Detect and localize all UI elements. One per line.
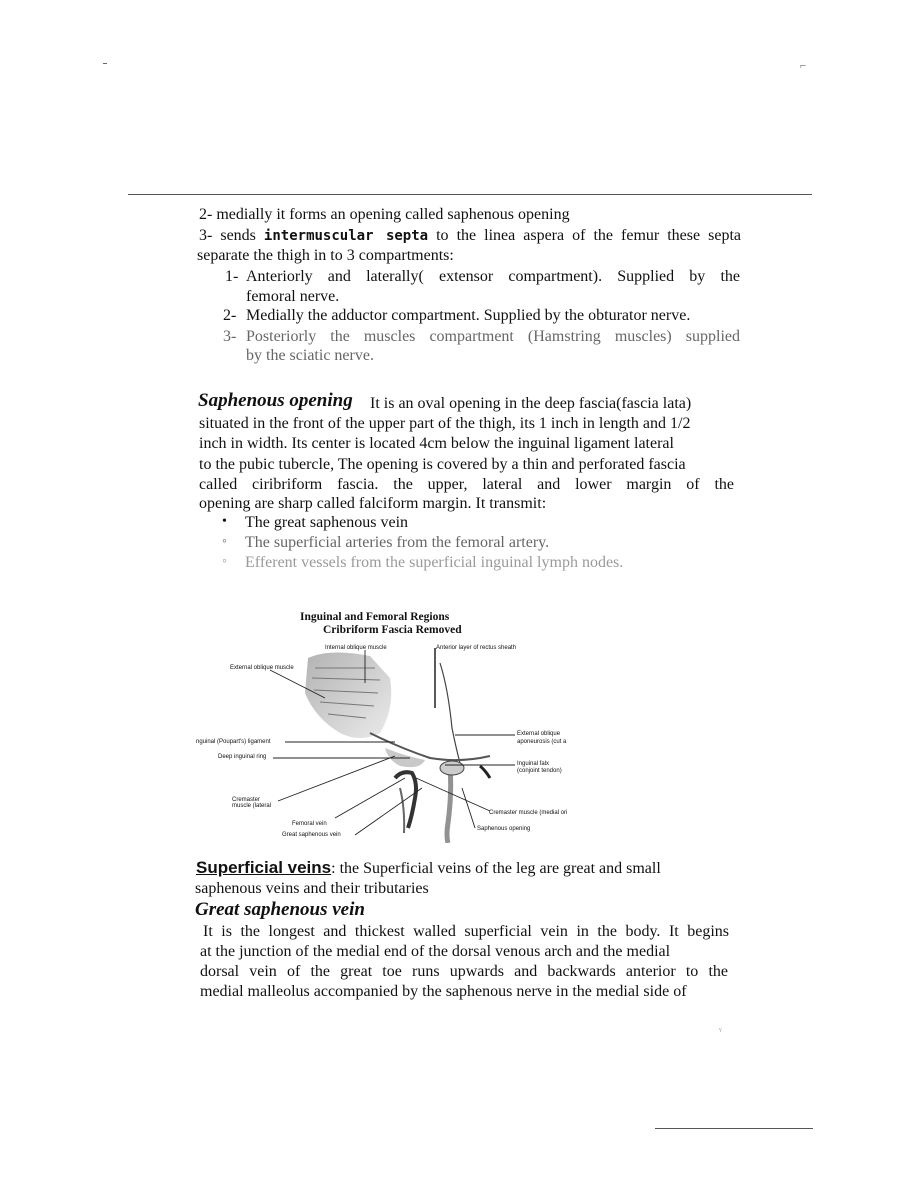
bottom-rule (655, 1128, 813, 1129)
saphenous-opening-line-4: to the pubic tubercle, The opening is covered by a thin and perforated fascia (199, 456, 686, 473)
label-inguinal-falx: Inguinal falx (517, 761, 550, 767)
compartment-1-num: 1- (225, 268, 239, 285)
intro-line-1: 2- medially it forms an opening called saphenous opening (199, 206, 570, 223)
label-femoral-vein: Femoral vein (292, 821, 327, 827)
compartment-2-num: 2- (223, 307, 237, 324)
bullet-dot-2: ◦ (222, 534, 227, 549)
label-internal-oblique: Internal oblique muscle (325, 645, 387, 651)
top-rule (128, 194, 812, 195)
oblique-muscle-shape (305, 652, 391, 738)
label-great-saphenous-vein: Great saphenous vein (282, 832, 341, 838)
bullet-dot-1: • (222, 514, 227, 529)
compartment-3-cont: by the sciatic nerve. (246, 347, 374, 364)
great-saphenous-line-2: at the junction of the medial end of the dorsal venous arch and the medial (200, 943, 671, 960)
label-external-oblique-apo: External oblique (517, 731, 561, 737)
saphenous-opening-line-1-text: It is an oval opening in the deep fascia(fascia lata) (370, 395, 692, 412)
bullet-dot-3: ◦ (222, 554, 227, 569)
label-external-oblique-apo-2: aponeurosis (cut a (517, 739, 567, 745)
scan-mark (103, 63, 107, 64)
great-saphenous-line-3: dorsal vein of the great toe runs upwards and backwards anterior to the (200, 963, 728, 980)
label-cremaster-lateral: Cremaster (232, 797, 261, 803)
superficial-veins-heading: Superficial veins (196, 858, 332, 877)
compartment-2-text: Medially the adductor compartment. Supplied by the obturator nerve. (246, 307, 691, 324)
bottom-mark: ᵧ (719, 1022, 722, 1033)
label-deep-ring: Deep inguinal ring (218, 754, 267, 760)
superficial-veins-line-1: Superficial veins: the Superficial veins of the leg are great and small (196, 858, 661, 877)
transmit-item-1: The great saphenous vein (245, 514, 409, 531)
great-saphenous-line-1: It is the longest and thickest walled superficial vein in the body. It begins (203, 923, 729, 940)
saphenous-vein-shape (447, 768, 451, 843)
figure-subtitle: Cribriform Fascia Removed (323, 624, 462, 636)
transmit-item-3: Efferent vessels from the superficial inguinal lymph nodes. (245, 554, 624, 571)
corner-mark: ⌐ (800, 60, 807, 72)
great-saphenous-line-4: medial malleolus accompanied by the saphenous nerve in the medial side of (200, 983, 687, 1000)
compartment-1-text: Anteriorly and laterally( extensor compartment). Supplied by the (246, 268, 740, 285)
label-anterior-layer: Anterior layer of rectus sheath (436, 645, 517, 651)
saphenous-opening-line-6: opening are sharp called falciform margin. It transmit: (199, 495, 547, 512)
inguinal-ligament-shape (370, 733, 490, 760)
label-cremaster-lateral-2: muscle (lateral (232, 803, 272, 809)
compartment-3-num: 3- (223, 328, 237, 345)
label-inguinal-ligament: nguinal (Poupart's) ligament (196, 739, 271, 745)
saphenous-opening-line-2: situated in the front of the upper part of the thigh, its 1 inch in length and 1/2 (199, 415, 691, 432)
compartment-3-text: Posteriorly the muscles compartment (Hamstring muscles) supplied (246, 328, 740, 345)
great-saphenous-heading: Great saphenous vein (195, 899, 365, 920)
label-external-oblique-muscle: External oblique muscle (230, 665, 294, 671)
superficial-veins-line-2: saphenous veins and their tributaries (195, 880, 429, 897)
label-cremaster-medial: Cremaster muscle (medial ori (489, 810, 568, 816)
compartment-1-cont: femoral nerve. (246, 288, 340, 305)
saphenous-opening-line-3: inch in width. Its center is located 4cm below the inguinal ligament lateral (199, 435, 674, 452)
transmit-item-2: The superficial arteries from the femoral artery. (245, 534, 550, 551)
saphenous-opening-line-5: called ciribriform fascia. the upper, lateral and lower margin of the (199, 476, 734, 493)
label-saphenous-opening: Saphenous opening (477, 826, 531, 832)
intro-line-3: separate the thigh in to 3 compartments: (197, 247, 454, 264)
saphenous-opening-line-1 (198, 391, 353, 412)
figure-title: Inguinal and Femoral Regions (300, 611, 450, 623)
intro-line-2: 3- sends intermuscular septa to the linea aspera of the femur these septa (199, 227, 741, 244)
saphenous-opening-heading: Saphenous opening (198, 390, 353, 411)
label-inguinal-falx-2: (conjoint tendon) (517, 768, 562, 774)
